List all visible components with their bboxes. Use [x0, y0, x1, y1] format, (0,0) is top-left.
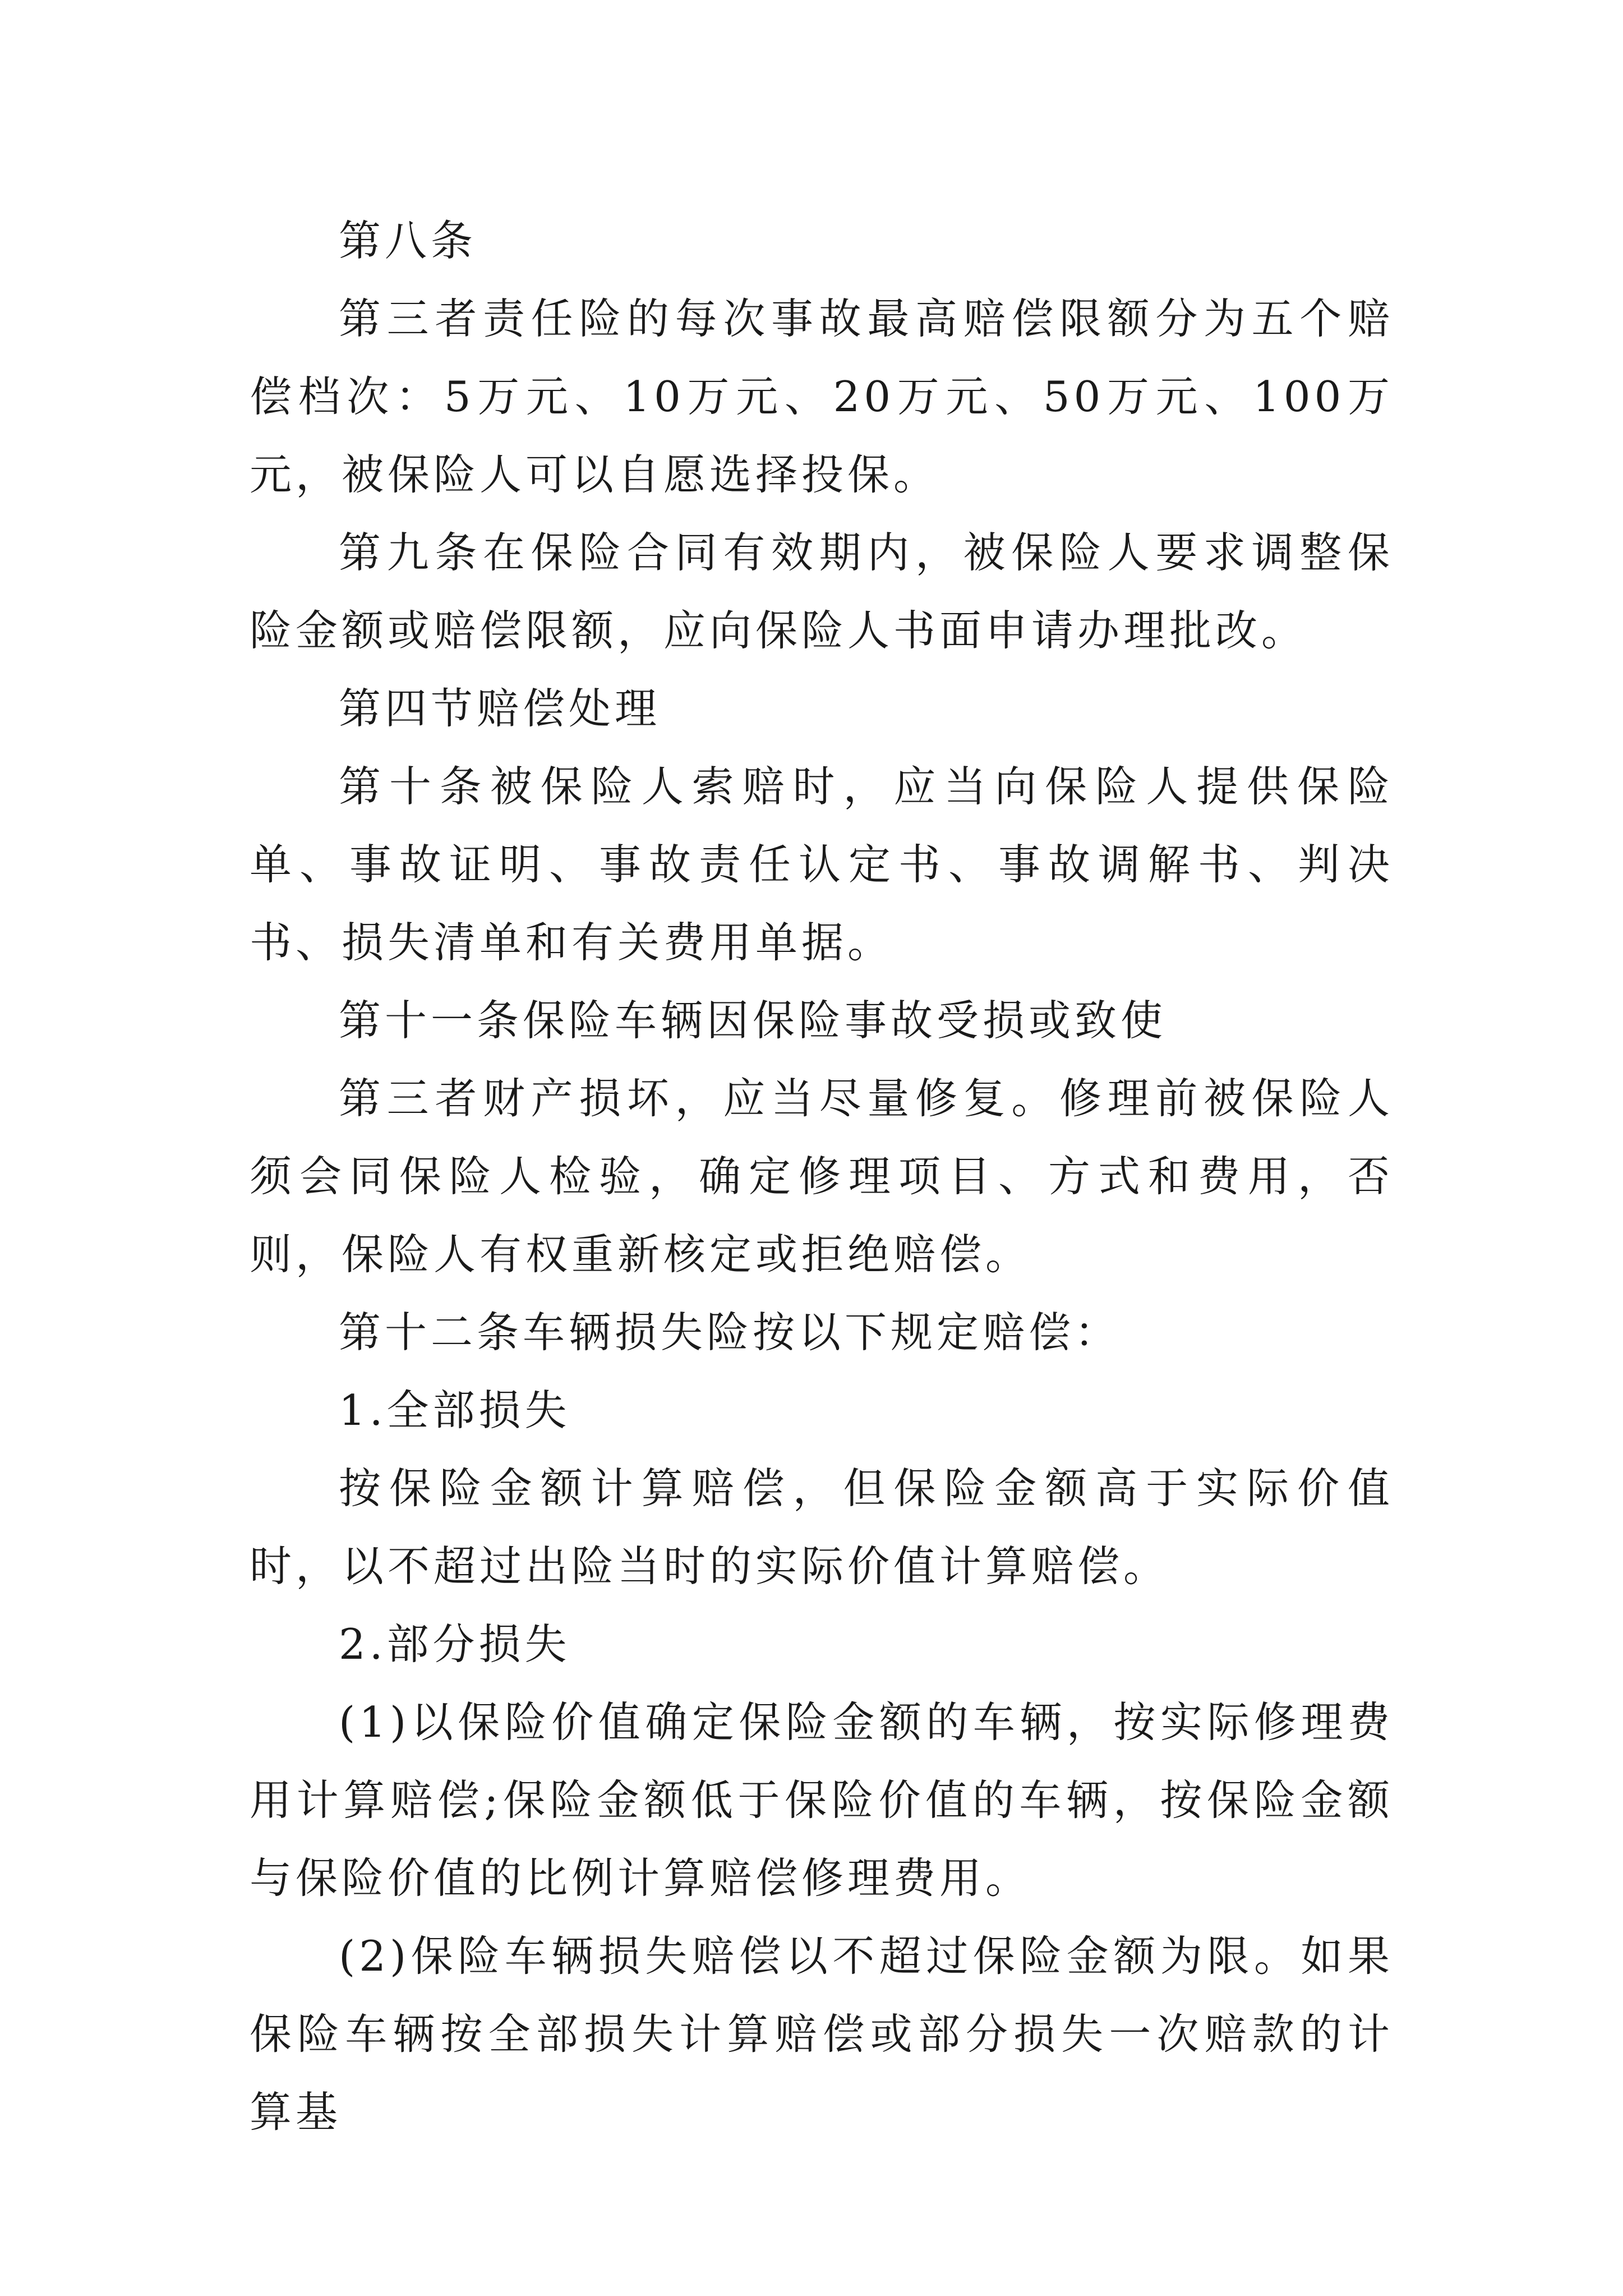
article-8-heading: 第八条	[339, 216, 477, 265]
third-party-liability-limits-paragraph: 第三者责任险的每次事故最高赔偿限额分为五个赔偿档次：5万元、10万元、20万元、50万元、100万元，被保险人可以自愿选择投保。	[250, 294, 1394, 499]
total-loss-paragraph: 按保险金额计算赔偿，但保险金额高于实际价值时，以不超过出险当时的实际价值计算赔偿。	[250, 1464, 1394, 1591]
partial-loss-item-1-paragraph: (1)以保险价值确定保险金额的车辆，按实际修理费用计算赔偿;保险金额低于保险价值的车辆，按保险金额与保险价值的比例计算赔偿修理费用。	[250, 1697, 1394, 1903]
partial-loss-item-2-paragraph: (2)保险车辆损失赔偿以不超过保险金额为限。如果保险车辆按全部损失计算赔偿或部分损失一次赔款的计算基	[250, 1931, 1394, 2137]
article-9-paragraph: 第九条在保险合同有效期内，被保险人要求调整保险金额或赔偿限额，应向保险人书面申请办理批改。	[250, 528, 1394, 655]
article-11-paragraph: 第十一条保险车辆因保险事故受损或致使	[339, 996, 1167, 1045]
third-party-property-damage-paragraph: 第三者财产损坏，应当尽量修复。修理前被保险人须会同保险人检验，确定修理项目、方式和费用，否则，保险人有权重新核定或拒绝赔偿。	[250, 1074, 1394, 1279]
partial-loss-heading: 2.部分损失	[339, 1619, 571, 1669]
article-12-paragraph: 第十二条车辆损失险按以下规定赔偿：	[339, 1308, 1121, 1357]
total-loss-heading: 1.全部损失	[339, 1386, 571, 1435]
article-10-paragraph: 第十条被保险人索赔时，应当向保险人提供保险单、事故证明、事故责任认定书、事故调解书、判决书、损失清单和有关费用单据。	[250, 762, 1394, 967]
section-4-heading: 第四节赔偿处理	[339, 684, 661, 733]
document-body	[250, 202, 1394, 2151]
